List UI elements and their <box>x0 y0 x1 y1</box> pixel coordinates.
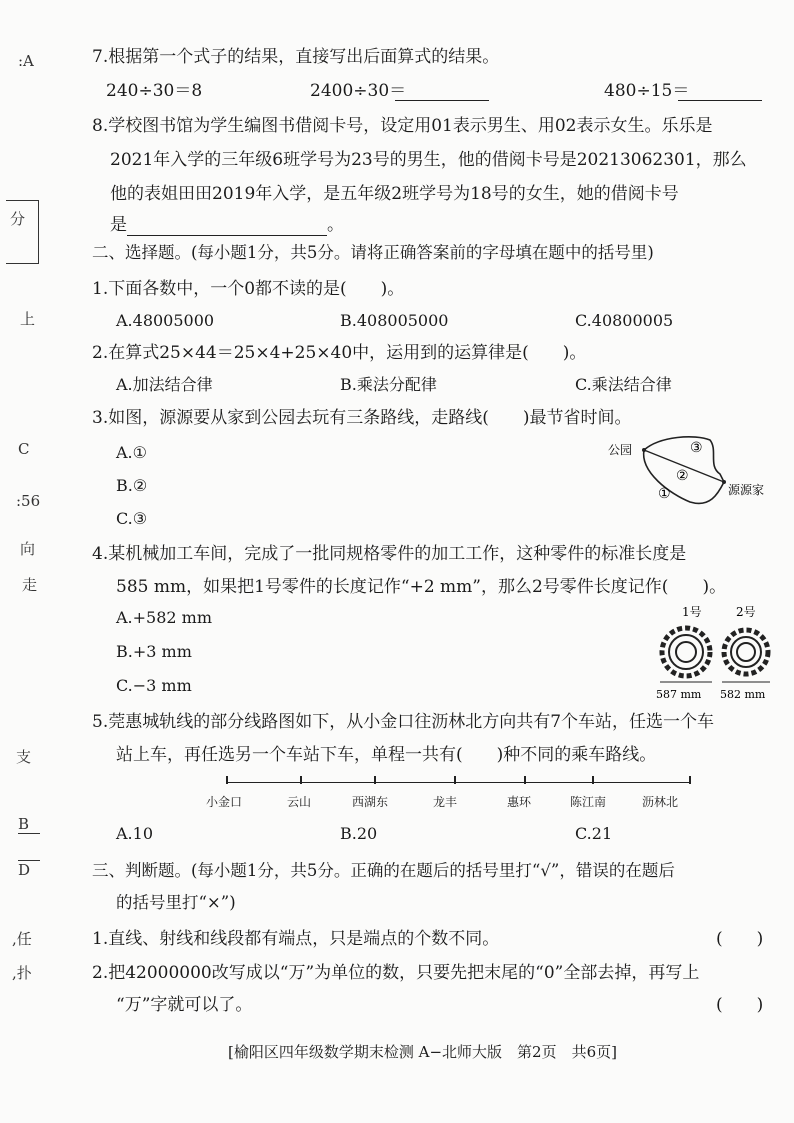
route-map-figure <box>600 432 790 512</box>
station-name: 沥林北 <box>642 795 679 809</box>
station-tick-6 <box>592 776 594 784</box>
page-footer: [榆阳区四年级数学期末检测 A−北师大版 第2页 共6页] <box>228 1043 617 1061</box>
s2-q5-option-b: B.20 <box>340 824 378 843</box>
s2-q5-option-c: C.21 <box>575 824 613 843</box>
part-1-label: 1号 <box>682 605 702 619</box>
s2-q2-stem: 2.在算式25×44＝25×4+25×40中，运用到的运算律是( )。 <box>92 343 587 363</box>
s3-q2-line-2: “万”字就可以了。 <box>116 995 253 1015</box>
s2-q4-option-a: A.+582 mm <box>116 608 213 627</box>
s2-q2-option-a: A.加法结合律 <box>116 375 213 394</box>
margin-text-zhi: 支 <box>16 748 32 766</box>
station-name: 西湖东 <box>352 795 389 809</box>
station-name: 惠环 <box>507 795 532 809</box>
margin-text-b: B <box>18 815 40 834</box>
s3-q1-answer-paren[interactable]: ( ) <box>716 929 764 949</box>
section-3-title-line-1: 三、判断题。(每小题1分，共5分。正确的在题后的括号里打“√”，错误的在题后 <box>92 861 675 880</box>
part-2-length: 582 mm <box>720 688 766 701</box>
station-tick-5 <box>524 776 526 784</box>
route-3-label: ③ <box>690 440 703 456</box>
section-2-title: 二、选择题。(每小题1分，共5分。请将正确答案前的字母填在题中的括号里) <box>92 243 654 262</box>
q7-expr-1: 240÷30＝8 <box>106 81 203 101</box>
margin-text-56: :56 <box>16 492 41 510</box>
s2-q1-option-a: A.48005000 <box>116 311 215 330</box>
station-tick-2 <box>300 776 302 784</box>
rail-track <box>226 782 691 783</box>
q8-line-2: 2021年入学的三年级6班学号为23号的男生，他的借阅卡号是20213062301，那么 <box>110 150 747 170</box>
s2-q5-line-1: 5.莞惠城轨线的部分线路图如下，从小金口往沥林北方向共有7个车站，任选一个车 <box>92 712 715 732</box>
parts-figure <box>654 602 778 702</box>
q7-expr-3: 480÷15＝ <box>604 81 690 101</box>
s2-q5-line-2: 站上车，再任选另一个车站下车，单程一共有( )种不同的乘车路线。 <box>116 745 657 765</box>
q8-line-3: 他的表姐田田2019年入学，是五年级2班学号为18号的女生，她的借阅卡号 <box>110 184 679 204</box>
station-name: 云山 <box>287 795 312 809</box>
margin-text-c: C <box>18 440 30 458</box>
section-3-title-line-2: 的括号里打“×”) <box>116 893 236 912</box>
s2-q1-option-c: C.40800005 <box>575 311 674 330</box>
s2-q1-stem: 1.下面各数中，一个0都不读的是( )。 <box>92 279 405 299</box>
home-label: 源源家 <box>728 483 765 497</box>
s2-q3-option-c: C.③ <box>116 509 148 528</box>
s2-q2-option-b: B.乘法分配律 <box>340 375 437 394</box>
station-name: 龙丰 <box>433 795 458 809</box>
q7-answer-blank-2[interactable] <box>395 82 489 101</box>
s2-q3-option-a: A.① <box>116 443 147 462</box>
margin-text-a: :A <box>18 52 34 70</box>
s2-q4-line-1: 4.某机械加工车间，完成了一批同规格零件的加工工作，这种零件的标准长度是 <box>92 544 687 564</box>
park-point <box>642 448 646 452</box>
part-1-gear-icon <box>662 628 710 676</box>
margin-text-pu: ,扑 <box>12 964 32 982</box>
s2-q4-option-c: C.−3 mm <box>116 676 192 695</box>
park-label: 公园 <box>608 443 633 457</box>
q8-line-1: 8.学校图书馆为学生编图书借阅卡号，设定用01表示男生、用02表示女生。乐乐是 <box>92 116 713 136</box>
margin-text-shang: 上 <box>20 310 36 328</box>
s2-q1-option-b: B.408005000 <box>340 311 449 330</box>
margin-text-fen: 分 <box>10 210 26 228</box>
q7-text: 7.根据第一个式子的结果，直接写出后面算式的结果。 <box>92 47 500 67</box>
s2-q5-option-a: A.10 <box>116 824 153 843</box>
route-2-label: ② <box>676 468 689 484</box>
rail-line-figure <box>226 776 691 790</box>
q7-expr-2: 2400÷30＝ <box>310 81 407 101</box>
q8-line-4-prefix: 是 <box>110 215 127 235</box>
margin-text-d: D <box>18 860 40 879</box>
s2-q3-stem: 3.如图，源源要从家到公园去玩有三条路线，走路线( )最节省时间。 <box>92 408 632 428</box>
station-tick-1 <box>226 776 228 784</box>
s2-q4-option-b: B.+3 mm <box>116 642 192 661</box>
s3-q2-line-1: 2.把42000000改写成以“万”为单位的数，只要先把末尾的“0”全部去掉，再写上 <box>92 963 700 983</box>
part-2-label: 2号 <box>736 605 756 619</box>
s2-q2-option-c: C.乘法结合律 <box>575 375 672 394</box>
margin-text-ren: ,任 <box>12 930 32 948</box>
s2-q3-option-b: B.② <box>116 476 148 495</box>
s2-q4-line-2: 585 mm，如果把1号零件的长度记作“+2 mm”，那么2号零件长度记作( )。 <box>116 577 727 597</box>
part-1-length: 587 mm <box>656 688 702 701</box>
margin-text-xiang: 向 <box>20 540 36 558</box>
station-name: 陈江南 <box>570 795 607 809</box>
margin-text-zou: 走 <box>22 576 38 594</box>
q8-answer-blank[interactable] <box>127 217 327 236</box>
q7-answer-blank-3[interactable] <box>678 82 762 101</box>
station-name: 小金口 <box>206 795 243 809</box>
part-2-gear-icon <box>724 630 768 674</box>
station-tick-7 <box>689 776 691 784</box>
q8-line-4 <box>110 214 344 236</box>
q8-line-4-suffix: 。 <box>327 215 344 235</box>
s3-q1-text: 1.直线、射线和线段都有端点，只是端点的个数不同。 <box>92 929 500 949</box>
route-1-label: ① <box>658 486 671 502</box>
home-point <box>722 480 726 484</box>
s3-q2-answer-paren[interactable]: ( ) <box>716 995 764 1015</box>
station-tick-3 <box>374 776 376 784</box>
station-tick-4 <box>454 776 456 784</box>
